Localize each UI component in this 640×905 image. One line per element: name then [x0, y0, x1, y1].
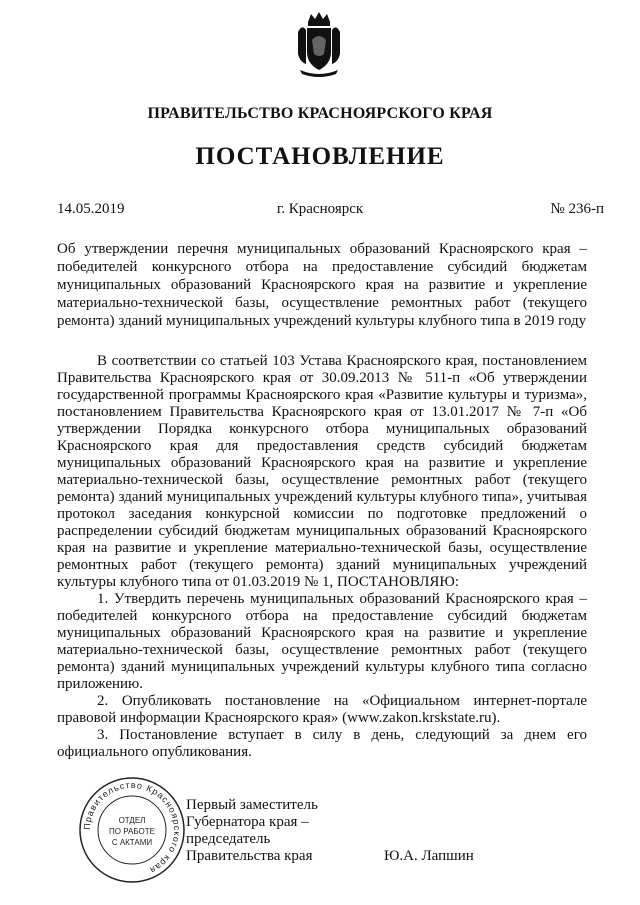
signatory-line: Первый заместитель [186, 797, 318, 813]
document-number: № 236-п [550, 201, 604, 217]
document-type: ПОСТАНОВЛЕНИЕ [195, 143, 445, 170]
coat-of-arms-icon [294, 10, 344, 80]
signatory-line: Губернатора края – [186, 814, 309, 830]
signatory-line: председатель [186, 831, 271, 847]
item-1-paragraph: 1. Утвердить перечень муниципальных образований Красноярского края – победителей конкурсного отбора на предоставление субсидий бюджетам муниципальных образований Красноярского края на развитие и укрепление материально-технической базы, осуществление ремонтных работ (текущего ремонта) зданий муниципальных учреждений культуры клубного типа согласно приложению. [57, 591, 587, 692]
item-2-paragraph: 2. Опубликовать постановление на «Официальном интернет-портале правовой информации Красноярского края» (www.zakon.krskstate.ru). [57, 693, 587, 726]
stamp-outer-text: Правительство Красноярского края [81, 779, 183, 876]
government-name: ПРАВИТЕЛЬСТВО КРАСНОЯРСКОГО КРАЯ [147, 105, 493, 122]
stamp-inner-bot: С АКТАМИ [111, 838, 153, 847]
stamp-inner-mid: ПО РАБОТЕ [109, 827, 155, 836]
preamble-paragraph: В соответствии со статьей 103 Устава Красноярского края, постановлением Правительства Красноярского края от 30.09.2013 № 511-п «Об утверждении государственной программы Красноярского края «Развитие культуры и туризма», постановлением Правительства Красноярского края от 13.01.2017 № 7-п «Об утверждении Порядка конкурсного отбора муниципальных образований Красноярского края для предоставления средств субсидий бюджетам муниципальных образований Красноярского края на развитие и укрепление материально-технической базы, осуществление ремонтных работ (текущего ремонта) зданий муниципальных учреждений культуры клубного типа», учитывая протокол заседания конкурсной комиссии по подготовке предложений о распределении субсидий бюджетам муниципальных образований Красноярского края на развитие и укрепление материально-технической базы, осуществление ремонтных работ (текущего ремонта) зданий муниципальных учреждений культуры клубного типа от 01.03.2019 № 1, ПОСТАНОВЛЯЮ: [57, 353, 587, 590]
document-city: г. Красноярск [276, 201, 364, 217]
official-stamp [78, 776, 186, 884]
document-date: 14.05.2019 [57, 201, 125, 217]
stamp-inner-top: ОТДЕЛ [118, 816, 146, 825]
document-title: Об утверждении перечня муниципальных образований Красноярского края – победителей конкурсного отбора на предоставление субсидий бюджетам муниципальных образований Красноярского края на развитие и укрепление материально-технической базы, осуществление ремонтных работ (текущего ремонта) зданий муниципальных учреждений культуры клубного типа в 2019 году [57, 241, 587, 329]
signatory-name: Ю.А. Лапшин [384, 848, 474, 864]
signatory-position [186, 797, 318, 865]
item-3-paragraph: 3. Постановление вступает в силу в день, следующий за днем его официального опубликования. [57, 727, 587, 760]
document-body [57, 353, 587, 761]
signatory-line: Правительства края [186, 848, 313, 864]
